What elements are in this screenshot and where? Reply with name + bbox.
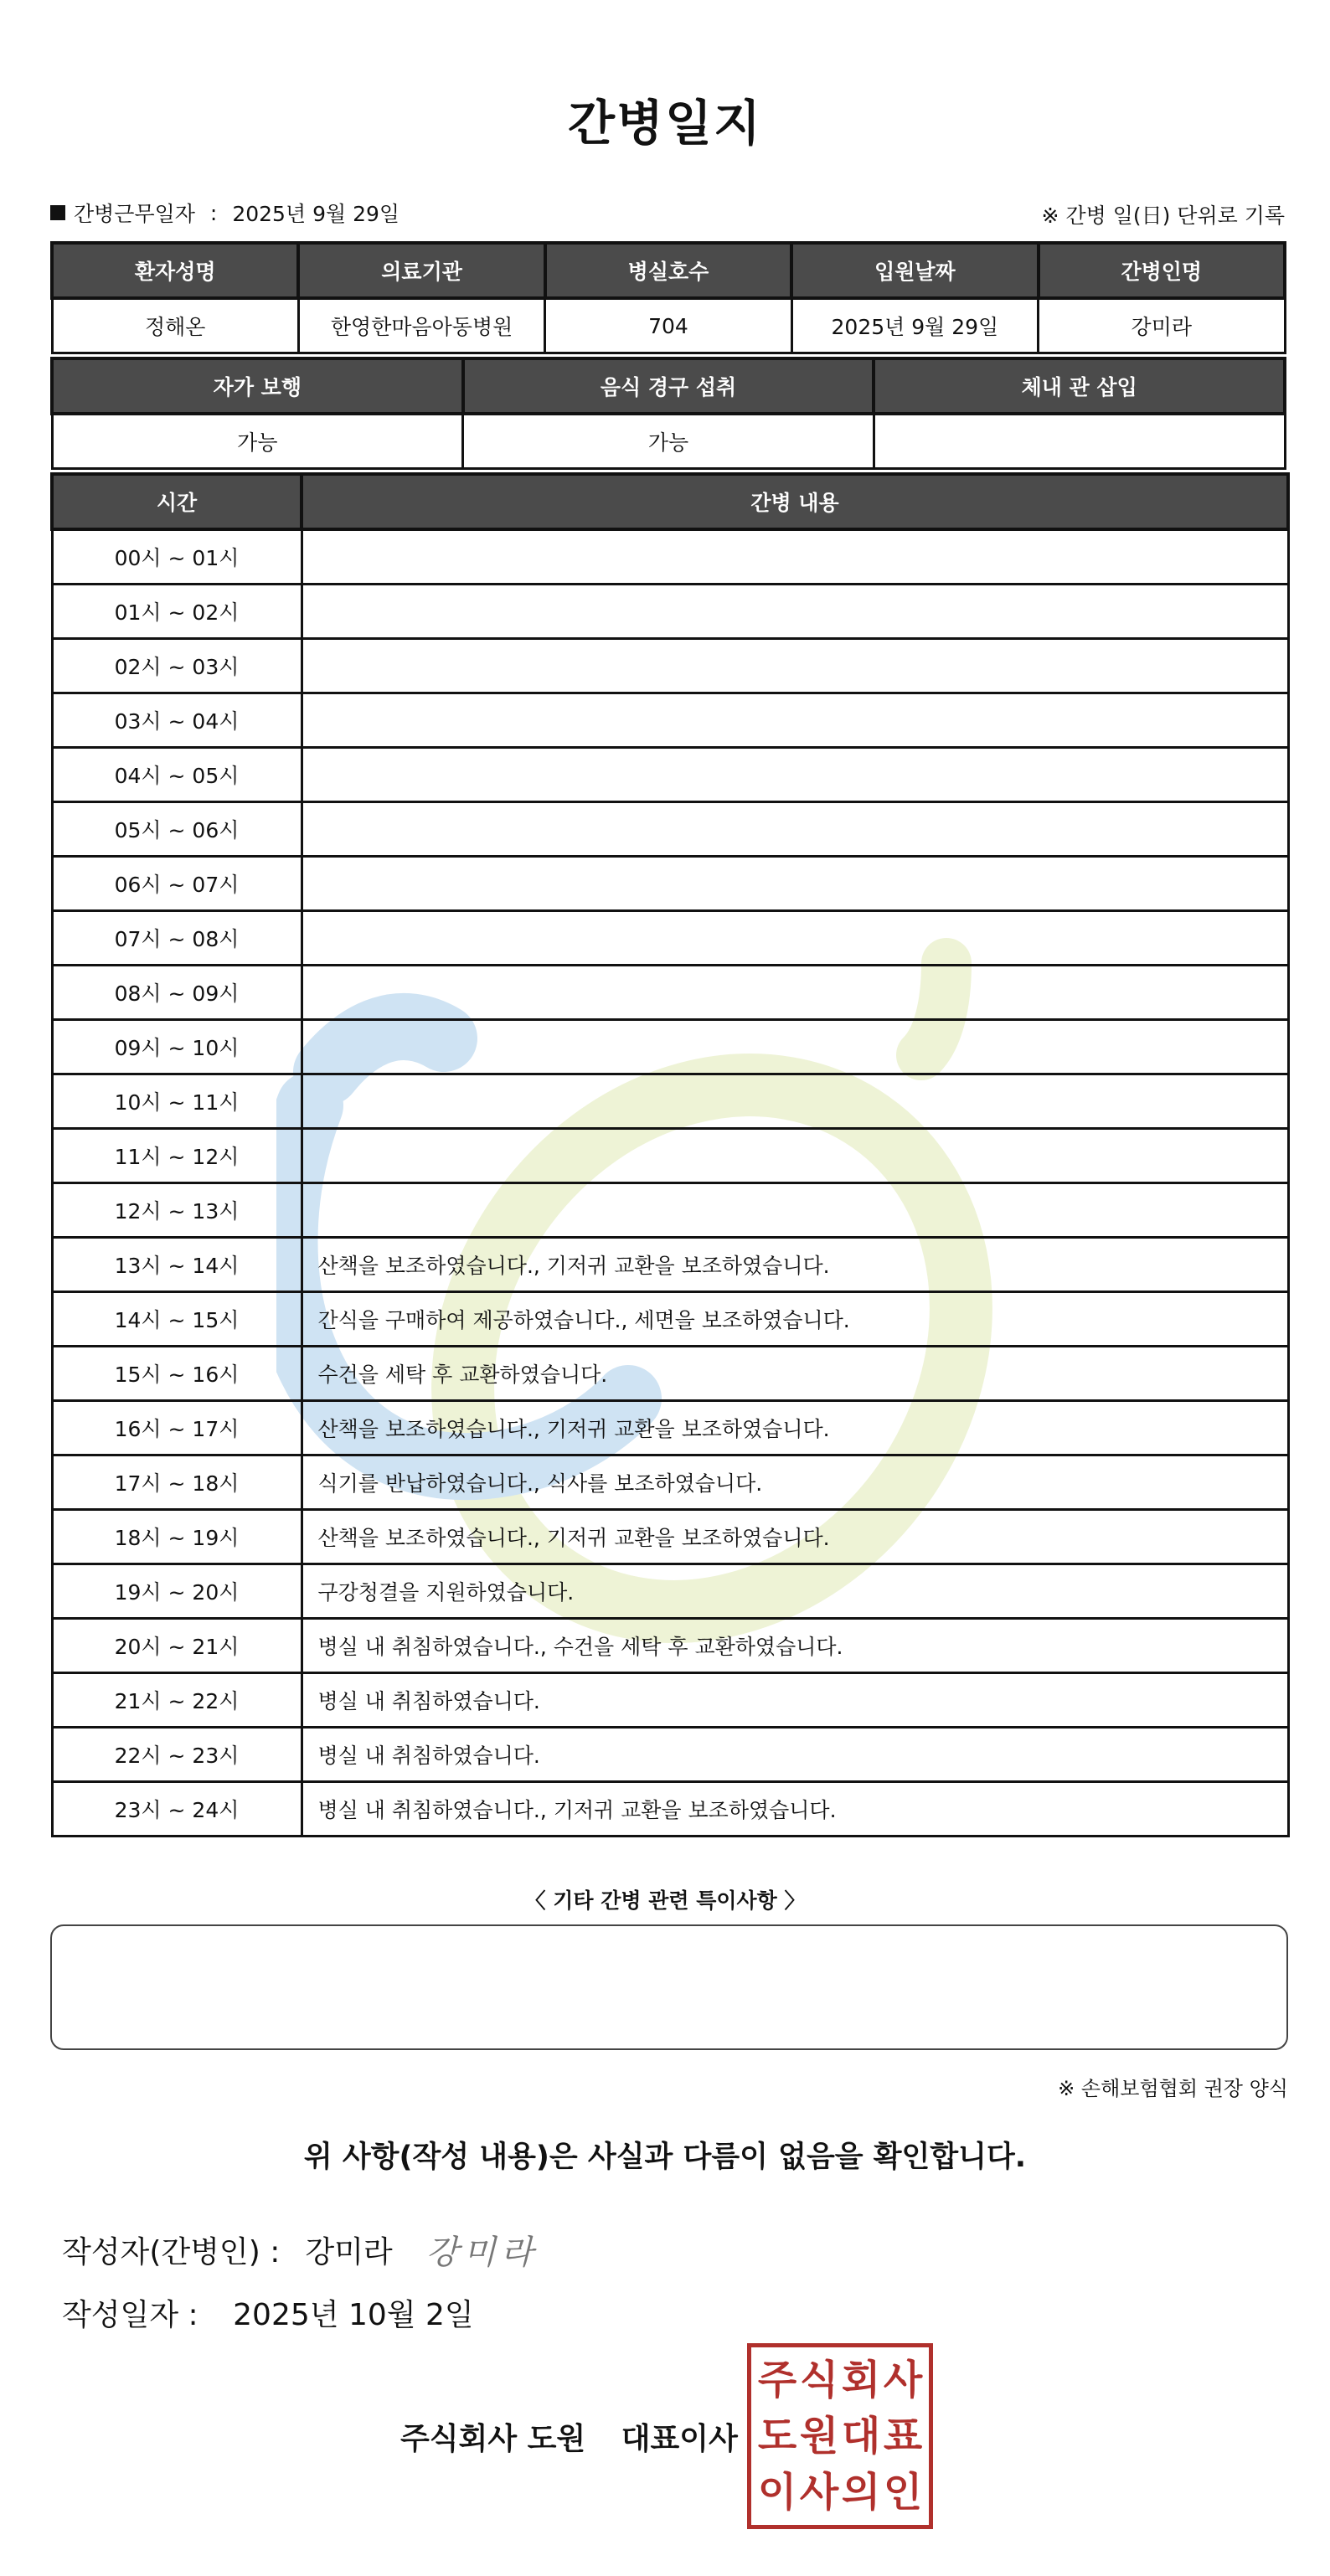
- time-cell: 23시 ~ 24시: [52, 1782, 302, 1837]
- content-cell: 산책을 보조하였습니다., 기저귀 교환을 보조하였습니다.: [302, 1510, 1288, 1564]
- care-log-table: [50, 472, 1290, 1837]
- table-row: [52, 1238, 1288, 1292]
- work-date-label: 간병근무일자: [74, 202, 195, 226]
- table-row: [52, 1455, 1288, 1510]
- content-cell: 병실 내 취침하였습니다.: [302, 1673, 1288, 1728]
- time-cell: 09시 ~ 10시: [52, 1020, 302, 1074]
- document-title: 간병일지: [567, 95, 763, 152]
- special-notes-box: [50, 1924, 1288, 2050]
- time-cell: 07시 ~ 08시: [52, 911, 302, 966]
- table-row: [52, 1728, 1288, 1782]
- table-row: [52, 529, 1288, 585]
- content-cell: [302, 857, 1288, 911]
- time-cell: 11시 ~ 12시: [52, 1129, 302, 1183]
- time-cell: 18시 ~ 19시: [52, 1510, 302, 1564]
- time-cell: 02시 ~ 03시: [52, 639, 302, 693]
- time-cell: 03시 ~ 04시: [52, 693, 302, 748]
- content-cell: [302, 802, 1288, 857]
- header-room-number: 병실호수: [545, 243, 791, 298]
- header-caregiver-name: 간병인명: [1039, 243, 1285, 298]
- header-tube-insertion: 체내 관 삽입: [874, 358, 1285, 414]
- time-cell: 16시 ~ 17시: [52, 1401, 302, 1455]
- seal-char: 주: [757, 2357, 797, 2404]
- table-row: [52, 1510, 1288, 1564]
- content-cell: 구강청결을 지원하였습니다.: [302, 1564, 1288, 1619]
- square-bullet-icon: [50, 205, 65, 220]
- unit-note: ※ 간병 일(日) 단위로 기록: [1041, 204, 1285, 228]
- written-date-line: [62, 2291, 474, 2334]
- content-cell: [302, 966, 1288, 1020]
- header-care-content: 간병 내용: [302, 474, 1288, 529]
- seal-char: 표: [883, 2412, 923, 2460]
- content-cell: [302, 693, 1288, 748]
- tube-insertion-cell: [874, 414, 1285, 469]
- patient-name-cell: 정해온: [52, 298, 298, 353]
- time-cell: 12시 ~ 13시: [52, 1183, 302, 1238]
- room-number-cell: 704: [545, 298, 791, 353]
- table-row: [52, 585, 1288, 639]
- table-row: [52, 1401, 1288, 1455]
- time-cell: 01시 ~ 02시: [52, 585, 302, 639]
- content-cell: [302, 639, 1288, 693]
- table-row: [52, 802, 1288, 857]
- header-patient-name: 환자성명: [52, 243, 298, 298]
- patient-info-table: [50, 241, 1286, 354]
- written-date-value: 2025년 10월 2일: [233, 2298, 474, 2332]
- work-date-value: 2025년 9월 29일: [232, 202, 400, 226]
- time-cell: 06시 ~ 07시: [52, 857, 302, 911]
- content-cell: 산책을 보조하였습니다., 기저귀 교환을 보조하였습니다.: [302, 1238, 1288, 1292]
- content-cell: 병실 내 취침하였습니다.: [302, 1728, 1288, 1782]
- caregiver-name-cell: 강미라: [1039, 298, 1285, 353]
- work-date-line: [50, 198, 400, 228]
- seal-char: 사: [883, 2357, 923, 2404]
- table-row: [52, 1782, 1288, 1837]
- table-row: [52, 1673, 1288, 1728]
- seal-char: 인: [883, 2468, 923, 2516]
- special-notes-title: 〈 기타 간병 관련 특이사항 〉: [524, 1888, 806, 1913]
- table-row: [52, 639, 1288, 693]
- content-cell: [302, 1129, 1288, 1183]
- seal-char: 도: [757, 2412, 797, 2460]
- self-walking-cell: 가능: [52, 414, 463, 469]
- content-cell: 수건을 세탁 후 교환하였습니다.: [302, 1347, 1288, 1401]
- content-cell: [302, 748, 1288, 802]
- content-cell: 산책을 보조하였습니다., 기저귀 교환을 보조하였습니다.: [302, 1401, 1288, 1455]
- time-cell: 05시 ~ 06시: [52, 802, 302, 857]
- table-row: [52, 1564, 1288, 1619]
- content-cell: 병실 내 취침하였습니다., 수건을 세탁 후 교환하였습니다.: [302, 1619, 1288, 1673]
- work-date-separator: :: [209, 200, 218, 225]
- handwritten-signature: 강미라: [425, 2233, 539, 2272]
- time-cell: 15시 ~ 16시: [52, 1347, 302, 1401]
- seal-char: 원: [799, 2412, 839, 2460]
- table-row: [52, 857, 1288, 911]
- writer-line: [62, 2226, 539, 2274]
- header-oral-intake: 음식 경구 섭취: [463, 358, 874, 414]
- hospital-cell: 한영한마음아동병원: [298, 298, 544, 353]
- content-cell: [302, 911, 1288, 966]
- header-admission-date: 입원날짜: [791, 243, 1038, 298]
- time-cell: 13시 ~ 14시: [52, 1238, 302, 1292]
- time-cell: 19시 ~ 20시: [52, 1564, 302, 1619]
- written-date-label: 작성일자 :: [62, 2298, 198, 2332]
- company-seal-stamp: [747, 2343, 933, 2529]
- time-cell: 10시 ~ 11시: [52, 1074, 302, 1129]
- content-cell: [302, 1074, 1288, 1129]
- content-cell: [302, 585, 1288, 639]
- time-cell: 21시 ~ 22시: [52, 1673, 302, 1728]
- table-row: [52, 1292, 1288, 1347]
- content-cell: 식기를 반납하였습니다., 식사를 보조하였습니다.: [302, 1455, 1288, 1510]
- content-cell: [302, 1183, 1288, 1238]
- content-cell: 간식을 구매하여 제공하였습니다., 세면을 보조하였습니다.: [302, 1292, 1288, 1347]
- time-cell: 04시 ~ 05시: [52, 748, 302, 802]
- table-row: [52, 1619, 1288, 1673]
- confirmation-statement: 위 사항(작성 내용)은 사실과 다름이 없음을 확인합니다.: [303, 2141, 1027, 2174]
- company-name: 주식회사 도원: [400, 2422, 586, 2456]
- time-cell: 22시 ~ 23시: [52, 1728, 302, 1782]
- header-time: 시간: [52, 474, 302, 529]
- content-cell: [302, 1020, 1288, 1074]
- table-row: [52, 1347, 1288, 1401]
- table-row: [52, 748, 1288, 802]
- company-role: 대표이사: [621, 2422, 738, 2456]
- table-row: [52, 1074, 1288, 1129]
- table-row: [52, 911, 1288, 966]
- admission-date-cell: 2025년 9월 29일: [791, 298, 1038, 353]
- table-row: [52, 1183, 1288, 1238]
- seal-char: 대: [841, 2412, 881, 2460]
- patient-status-table: [50, 357, 1286, 470]
- form-note: ※ 손해보험협회 권장 양식: [1058, 2077, 1288, 2100]
- header-self-walking: 자가 보행: [52, 358, 463, 414]
- time-cell: 17시 ~ 18시: [52, 1455, 302, 1510]
- time-cell: 14시 ~ 15시: [52, 1292, 302, 1347]
- header-hospital: 의료기관: [298, 243, 544, 298]
- seal-char: 회: [841, 2357, 881, 2404]
- writer-label: 작성자(간병인) :: [62, 2235, 281, 2269]
- table-row: [52, 1129, 1288, 1183]
- content-cell: [302, 529, 1288, 585]
- company-line: [400, 2415, 738, 2458]
- seal-char: 이: [757, 2468, 797, 2516]
- seal-char: 의: [841, 2468, 881, 2516]
- content-cell: 병실 내 취침하였습니다., 기저귀 교환을 보조하였습니다.: [302, 1782, 1288, 1837]
- table-row: [52, 1020, 1288, 1074]
- seal-char: 식: [799, 2357, 839, 2404]
- oral-intake-cell: 가능: [463, 414, 874, 469]
- table-row: [52, 693, 1288, 748]
- seal-char: 사: [799, 2468, 839, 2516]
- time-cell: 00시 ~ 01시: [52, 529, 302, 585]
- writer-name: 강미라: [305, 2235, 393, 2269]
- time-cell: 20시 ~ 21시: [52, 1619, 302, 1673]
- time-cell: 08시 ~ 09시: [52, 966, 302, 1020]
- table-row: [52, 966, 1288, 1020]
